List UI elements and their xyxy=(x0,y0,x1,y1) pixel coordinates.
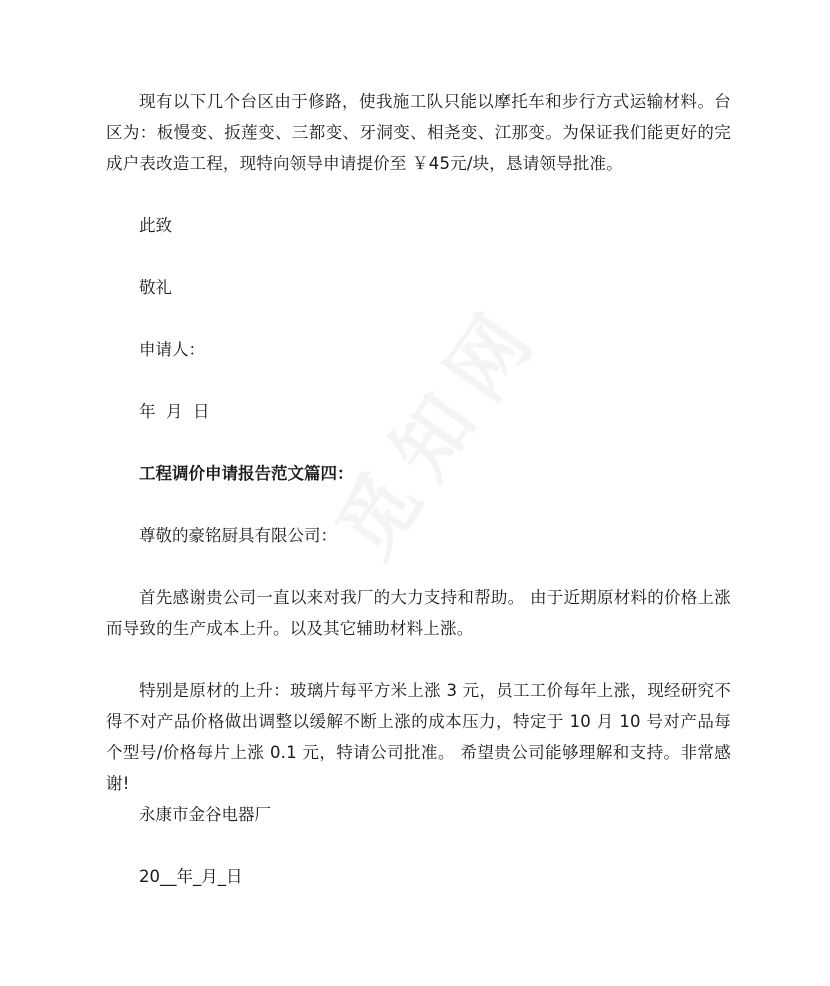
signature-date: 20__年_月_日 xyxy=(139,867,243,886)
date-line: 年 月 日 xyxy=(139,402,210,421)
company-signature: 永康市金谷电器厂 xyxy=(139,805,271,824)
recipient-line: 尊敬的豪铭厨具有限公司： xyxy=(139,526,337,545)
paragraph-price-increase: 特别是原材的上升：玻璃片每平方米上涨 3 元，员工工价每年上涨，现经研究不得不对产品价格做出调整以缓解不断上涨的成本压力，特定于 10 月 10 号对产品每个型号/价格每片上涨 0.1 元，特请公司批准。 希望贵公司能够理解和支持。非常感谢! xyxy=(106,681,731,793)
applicant-line: 申请人： xyxy=(139,340,205,359)
section-heading: 工程调价申请报告范文篇四： xyxy=(139,464,354,483)
watermark: 觅知网 xyxy=(320,286,560,574)
paragraph-thanks: 首先感谢贵公司一直以来对我厂的大力支持和帮助。 由于近期原材料的价格上涨而导致的生产成本上升。以及其它辅助材料上涨。 xyxy=(106,588,731,638)
paragraph-road-repair: 现有以下几个台区由于修路，使我施工队只能以摩托车和步行方式运输材料。台区为：板慢变、扳莲变、三都变、牙洞变、相尧变、江那变。为保证我们能更好的完成户表改造工程，现特向领导申请提价至 ￥45元/块，恳请领导批准。 xyxy=(106,92,731,173)
closing-salutation: 此致 xyxy=(139,216,172,235)
closing-regards: 敬礼 xyxy=(139,278,172,297)
